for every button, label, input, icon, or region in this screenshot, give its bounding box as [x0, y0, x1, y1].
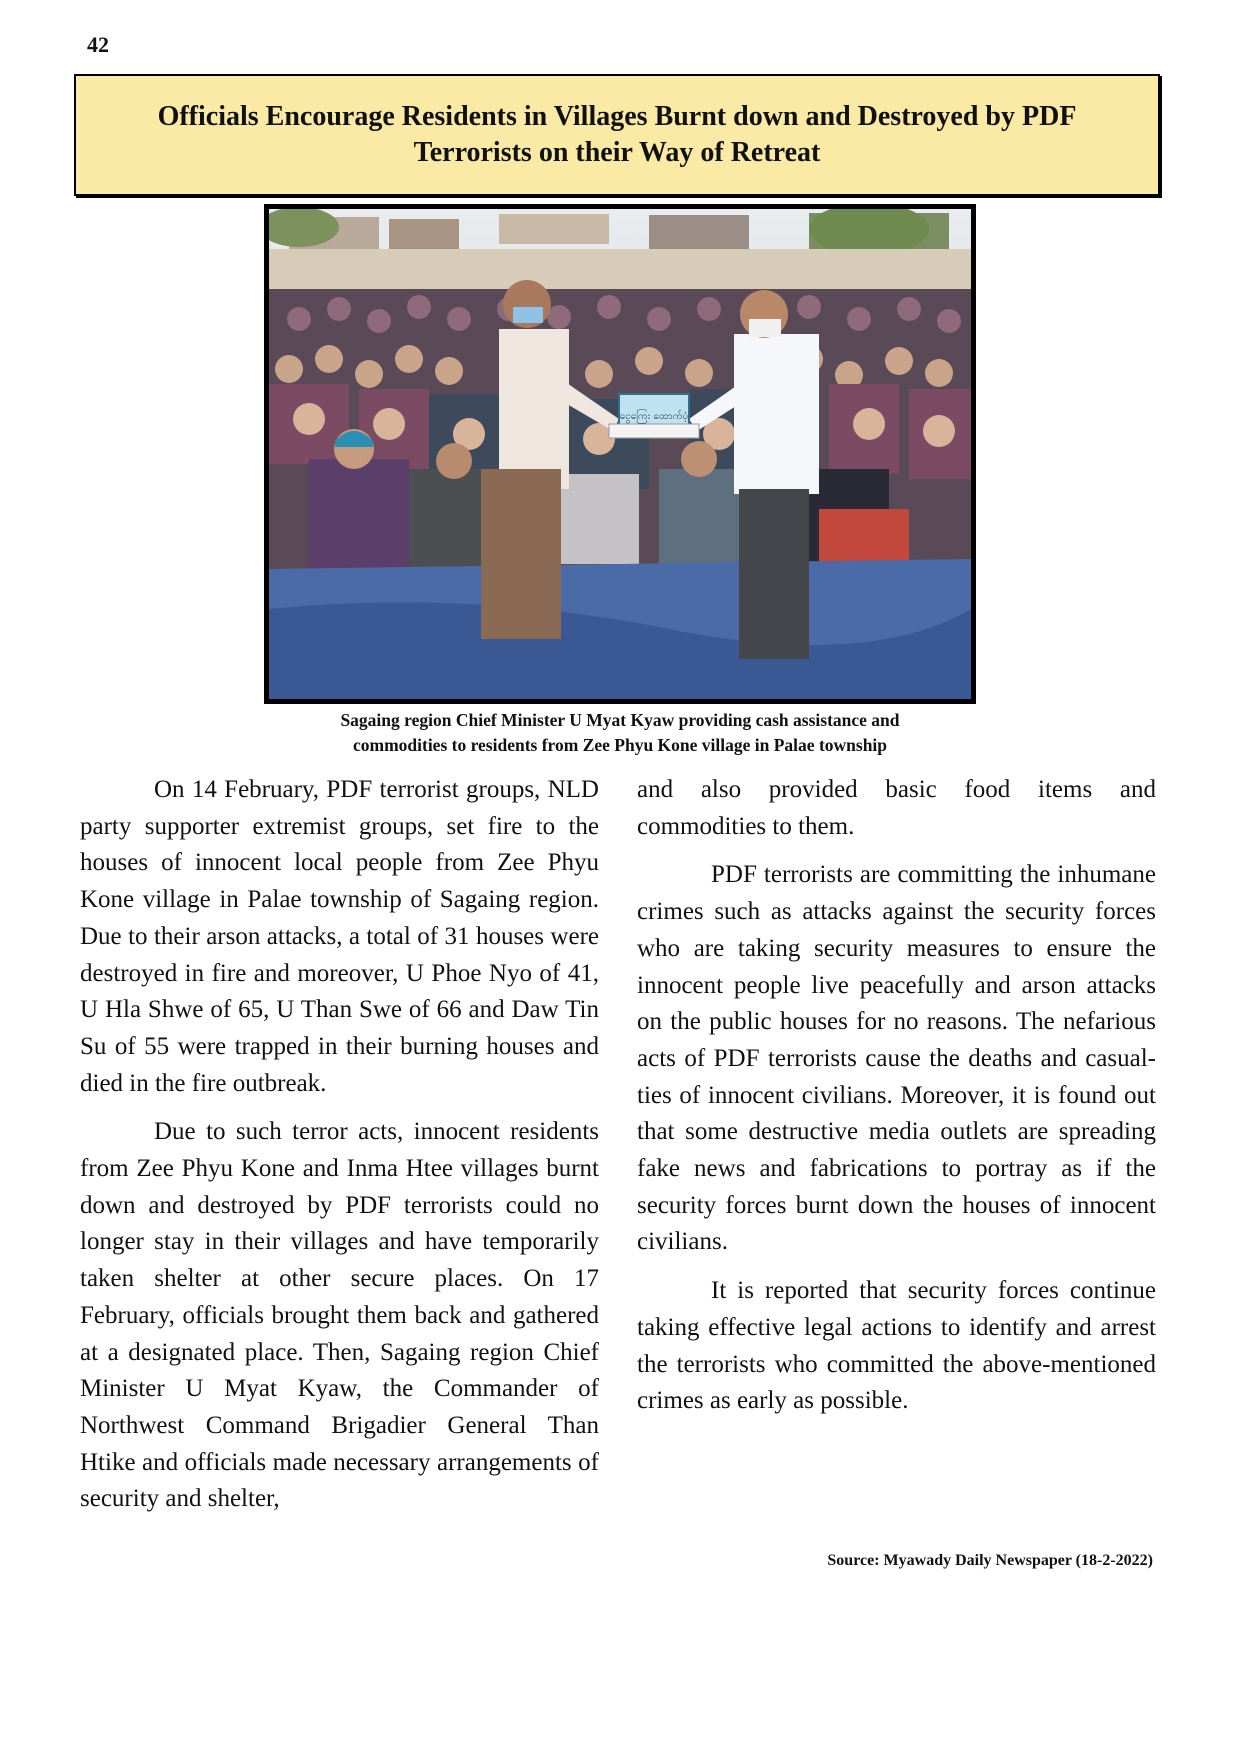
body-paragraph: On 14 February, PDF terrorist groups, NLD party supporter extremist groups, set fire to the houses of innocent local people from Zee Phyu Kone village in Palae township of Sagaing region. Due to their arson attacks, a total of 31 houses were destroyed in fire and moreover, U Phoe Nyo of 41, U Hla Shwe of 65, U Than Swe of 66 and Daw Tin Su of 55 were trapped in their burning houses and died in the fire outbreak. — [80, 776, 599, 1097]
body-paragraph: and also provided basic food items and commodities to them. — [637, 776, 1156, 840]
gift-box-label: ငွေကြေး ထောက်ပံ့ — [619, 411, 689, 422]
source-credit: Source: Myawady Daily Newspaper (18-2-2022) — [827, 1552, 1153, 1569]
headline-box — [74, 74, 1160, 196]
headline: Officials Encourage Residents in Villages Burnt down and Destroyed by PDF Terrorists on their Way of Retreat — [157, 101, 1077, 168]
right-column — [637, 772, 1156, 1432]
body-paragraph: Due to such terror acts, innocent residents from Zee Phyu Kone and Inma Htee villages burnt down and destroyed by PDF terrorists could no longer stay in their villages and have temporarily taken shelter at other secure places. On 17 February, officials brought them back and gathered at a designated place. Then, Sagaing region Chief Minister U Myat Kyaw, the Commander of Northwest Command Brigadier General Than Htike and officials made necessary arrangements of security and shelter, — [80, 1118, 599, 1513]
left-column — [80, 772, 599, 1530]
photo-caption — [150, 708, 1090, 758]
caption-line-2: commodities to residents from Zee Phyu Kone village in Palae township — [352, 735, 888, 755]
photo-of-cash-assistance-handover-icon — [269, 209, 971, 699]
caption-line-1: Sagaing region Chief Minister U Myat Kyaw providing cash assistance and — [340, 710, 900, 730]
body-paragraph: It is reported that security forces continue taking effective legal actions to identify and arrest the terrorists who committed the above-mentioned crimes as early as possible. — [637, 1277, 1156, 1415]
body-paragraph: PDF terrorists are committing the inhumane crimes such as attacks against the security forces who are taking security measures to ensure the innocent people live peacefully and arson attacks on the public houses for no reasons. The nefarious acts of PDF terrorists cause the deaths and casualties of innocent civilians. Moreover, it is found out that some destructive media outlets are spreading fake news and fabrications to portray as if the security forces burnt down the houses of innocent civilians. — [637, 861, 1156, 1256]
news-photo — [264, 204, 976, 704]
page-number: 42 — [87, 32, 109, 57]
